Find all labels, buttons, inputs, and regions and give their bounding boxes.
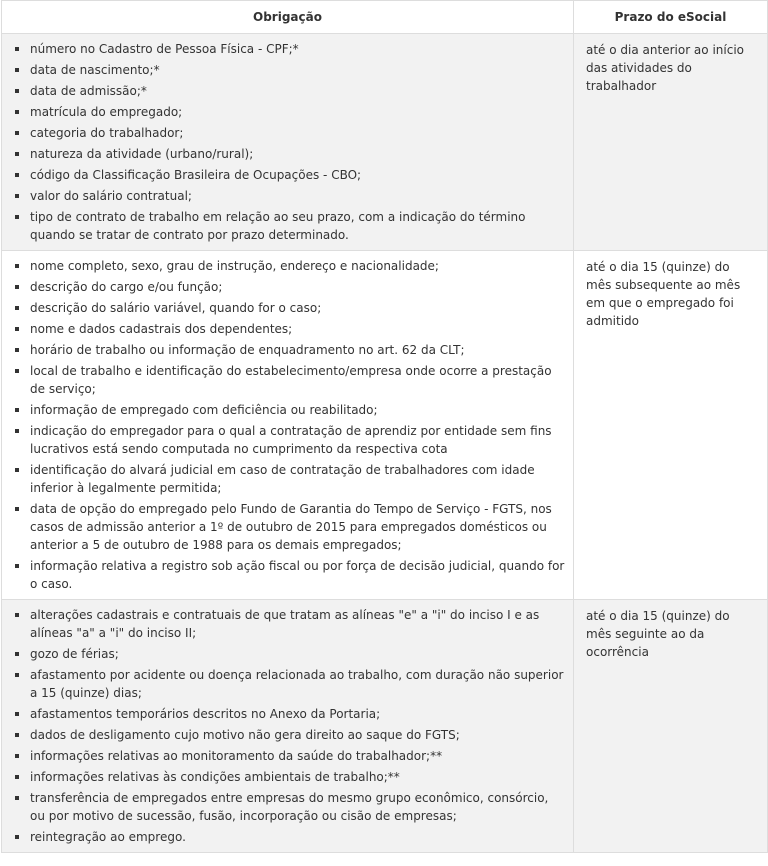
list-item: informação relativa a registro sob ação fiscal ou por força de decisão judicial, quando for o caso. [12, 557, 565, 593]
list-item: data de admissão;* [12, 82, 565, 100]
list-item: informação de empregado com deficiência ou reabilitado; [12, 401, 565, 419]
obrigacao-cell [2, 600, 574, 853]
list-item: valor do salário contratual; [12, 187, 565, 205]
obrigacao-cell [2, 34, 574, 251]
table-row [2, 600, 768, 853]
list-item: descrição do cargo e/ou função; [12, 278, 565, 296]
table-row [2, 251, 768, 600]
table-row [2, 34, 768, 251]
obligation-list [12, 40, 565, 244]
header-prazo: Prazo do eSocial [574, 1, 768, 34]
list-item: natureza da atividade (urbano/rural); [12, 145, 565, 163]
list-item: gozo de férias; [12, 645, 565, 663]
header-row [2, 1, 768, 34]
list-item: horário de trabalho ou informação de enquadramento no art. 62 da CLT; [12, 341, 565, 359]
list-item: data de nascimento;* [12, 61, 565, 79]
list-item: número no Cadastro de Pessoa Física - CPF;* [12, 40, 565, 58]
list-item: afastamento por acidente ou doença relacionada ao trabalho, com duração não superior a 15 (quinze) dias; [12, 666, 565, 702]
prazo-cell: até o dia 15 (quinze) do mês subsequente ao mês em que o empregado foi admitido [574, 251, 768, 600]
prazo-cell: até o dia anterior ao início das atividades do trabalhador [574, 34, 768, 251]
list-item: descrição do salário variável, quando for o caso; [12, 299, 565, 317]
list-item: informações relativas ao monitoramento da saúde do trabalhador;** [12, 747, 565, 765]
list-item: afastamentos temporários descritos no Anexo da Portaria; [12, 705, 565, 723]
list-item: dados de desligamento cujo motivo não gera direito ao saque do FGTS; [12, 726, 565, 744]
list-item: alterações cadastrais e contratuais de que tratam as alíneas "e" a "i" do inciso I e as alíneas "a" a "i" do inciso II; [12, 606, 565, 642]
list-item: informações relativas às condições ambientais de trabalho;** [12, 768, 565, 786]
list-item: código da Classificação Brasileira de Ocupações - CBO; [12, 166, 565, 184]
list-item: reintegração ao emprego. [12, 828, 565, 846]
obrigacao-cell [2, 251, 574, 600]
obligation-list [12, 606, 565, 846]
obligation-list [12, 257, 565, 593]
list-item: nome e dados cadastrais dos dependentes; [12, 320, 565, 338]
list-item: matrícula do empregado; [12, 103, 565, 121]
list-item: categoria do trabalhador; [12, 124, 565, 142]
prazo-cell: até o dia 15 (quinze) do mês seguinte ao da ocorrência [574, 600, 768, 853]
list-item: transferência de empregados entre empresas do mesmo grupo econômico, consórcio, ou por motivo de sucessão, fusão, incorporação ou cisão de empresas; [12, 789, 565, 825]
list-item: indicação do empregador para o qual a contratação de aprendiz por entidade sem fins lucrativos está sendo computada no cumprimento da respectiva cota [12, 422, 565, 458]
list-item: nome completo, sexo, grau de instrução, endereço e nacionalidade; [12, 257, 565, 275]
list-item: identificação do alvará judicial em caso de contratação de trabalhadores com idade inferior à legalmente permitida; [12, 461, 565, 497]
list-item: local de trabalho e identificação do estabelecimento/empresa onde ocorre a prestação de serviço; [12, 362, 565, 398]
list-item: data de opção do empregado pelo Fundo de Garantia do Tempo de Serviço - FGTS, nos casos de admissão anterior a 1º de outubro de 2015 para empregados domésticos ou anterior a 5 de outubro de 1988 para os demais empregados; [12, 500, 565, 554]
list-item: tipo de contrato de trabalho em relação ao seu prazo, com a indicação do término quando se tratar de contrato por prazo determinado. [12, 208, 565, 244]
header-obrigacao: Obrigação [2, 1, 574, 34]
obligations-table [1, 0, 768, 853]
